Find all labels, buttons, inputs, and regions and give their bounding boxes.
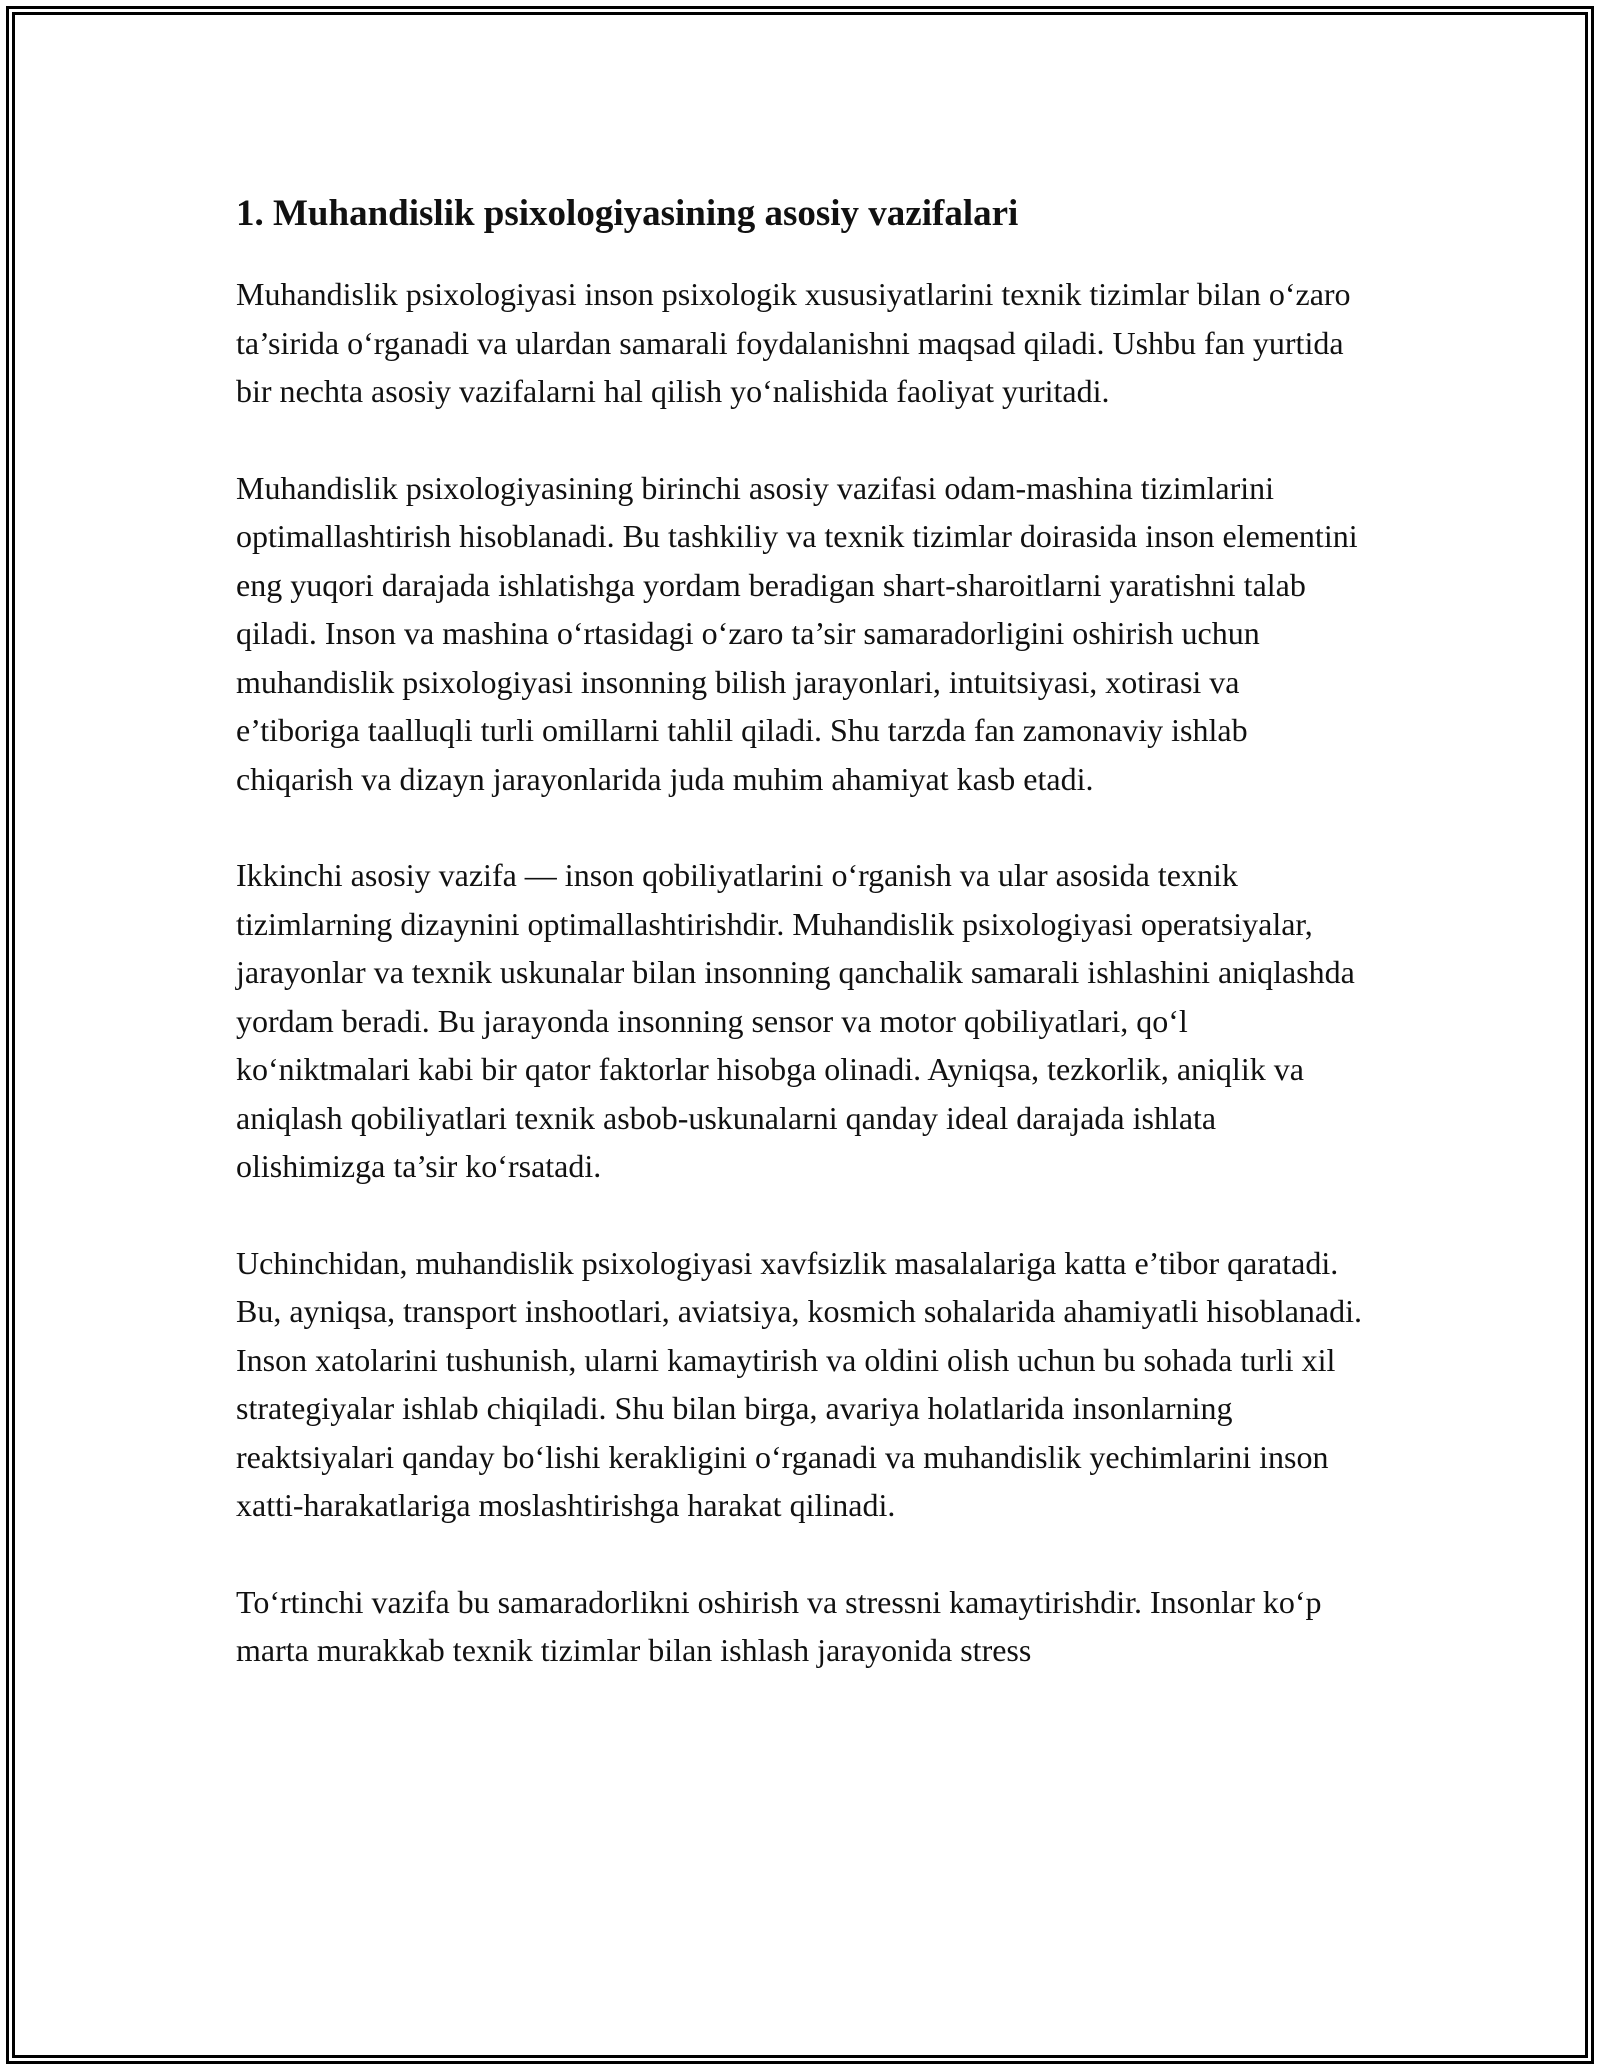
paragraph-third-task: Uchinchidan, muhandislik psixologiyasi xavfsizlik masalalariga katta e’tibor qaratadi. Bu, ayniqsa, transport inshootlari, aviatsiya, kosmich sohalarida ahamiyatli hisoblanadi. Inson xatolarini tushunish, ularni kamaytirish va oldini olish uchun bu sohada turli xil strategiyalar ishlab chiqiladi. Shu bilan birga, avariya holatlarida insonlarning reaktsiyalari qanday bo‘lishi kerakligini o‘rganadi va muhandislik yechimlarini inson xatti-harakatlariga moslashtirishga harakat qilinadi. — [236, 1244, 1362, 1523]
section-heading: 1. Muhandislik psixologiyasining asosiy vazifalari — [236, 193, 1019, 234]
paragraph-fourth-task: To‘rtinchi vazifa bu samaradorlikni oshirish va stressni kamaytirishdir. Insonlar ko‘p marta murakkab texnik tizimlar bilan ishlash jarayonida stress — [236, 1583, 1322, 1668]
paragraph-second-task: Ikkinchi asosiy vazifa — inson qobiliyatlarini o‘rganish va ular asosida texnik tizimlarning dizaynini optimallashtirishdir. Muhandislik psixologiyasi operatsiyalar, jarayonlar va texnik uskunalar bilan insonning qanchalik samarali ishlashini aniqlashda yordam beradi. Bu jarayonda insonning sensor va motor qobiliyatlari, qo‘l ko‘niktmalari kabi bir qator faktorlar hisobga olinadi. Ayniqsa, tezkorlik, aniqlik va aniqlash qobiliyatlari texnik asbob-uskunalarni qanday ideal darajada ishlata olishimizga ta’sir ko‘rsatadi. — [236, 857, 1355, 1184]
paragraph-intro: Muhandislik psixologiyasi inson psixologik xususiyatlarini texnik tizimlar bilan o‘zaro ta’sirida o‘rganadi va ulardan samarali foydalanishni maqsad qiladi. Ushbu fan yurtida bir nechta asosiy vazifalarni hal qilish yo‘nalishida faoliyat yuritadi. — [236, 276, 1351, 409]
document-body — [236, 186, 1366, 1723]
paragraph-first-task: Muhandislik psixologiyasining birinchi asosiy vazifasi odam-mashina tizimlarini optimallashtirish hisoblanadi. Bu tashkiliy va texnik tizimlar doirasida inson elementini eng yuqori darajada ishlatishga yordam beradigan shart-sharoitlarni yaratishni talab qiladi. Inson va mashina o‘rtasidagi o‘zaro ta’sir samaradorligini oshirish uchun muhandislik psixologiyasi insonning bilish jarayonlari, intuitsiyasi, xotirasi va e’tiboriga taalluqli turli omillarni tahlil qiladi. Shu tarzda fan zamonaviy ishlab chiqarish va dizayn jarayonlarida juda muhim ahamiyat kasb etadi. — [236, 469, 1358, 797]
